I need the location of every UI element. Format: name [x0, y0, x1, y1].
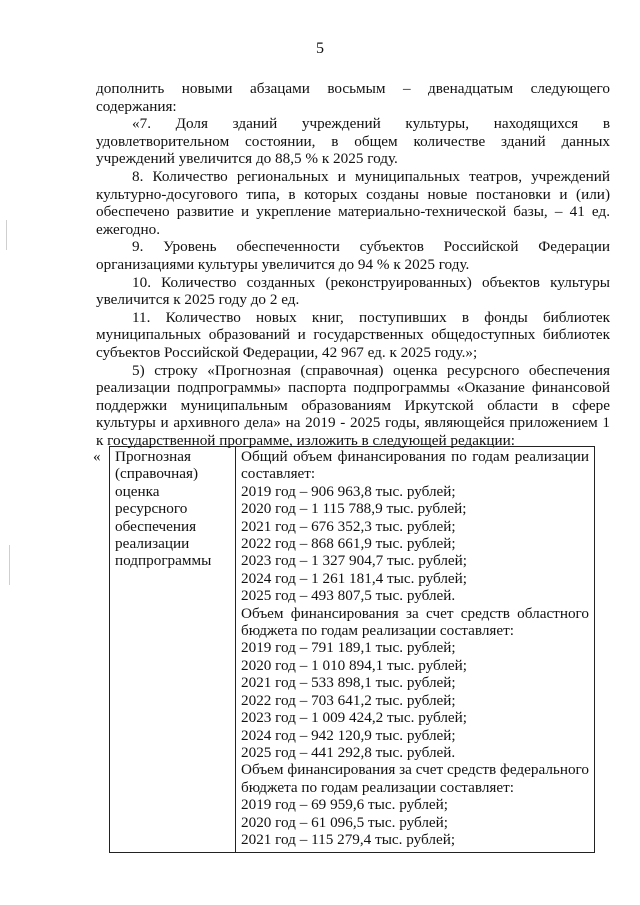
- label-line: оценка: [115, 482, 160, 500]
- financing-line: 2022 год – 868 661,9 тыс. рублей;: [241, 535, 456, 553]
- label-line: подпрограммы: [115, 552, 212, 570]
- opening-quote: «: [93, 448, 101, 465]
- financing-line: 2024 год – 1 261 181,4 тыс. рублей;: [241, 569, 468, 587]
- table-row: [110, 447, 595, 853]
- financing-line: 2025 год – 441 292,8 тыс. рублей.: [241, 743, 456, 761]
- paragraph-item-10: 10. Количество созданных (реконструированных) объектов культуры увеличится к 2025 году до 2 ед.: [96, 273, 610, 309]
- label-line: ресурсного: [115, 500, 188, 518]
- financing-line: 2020 год – 1 010 894,1 тыс. рублей;: [241, 656, 468, 674]
- financing-heading-total: Общий объем финансирования по годам реализации составляет:: [241, 448, 589, 483]
- financing-line: 2019 год – 906 963,8 тыс. рублей;: [241, 482, 456, 500]
- financing-line: 2022 год – 703 641,2 тыс. рублей;: [241, 691, 456, 709]
- paragraph-item-8: 8. Количество региональных и муниципальных театров, учреждений культурно-досугового типа, в которых созданы новые постановки и (или) обеспечено развитие и укрепление материально-технической базы, – 41 ед. ежегодно.: [96, 167, 610, 238]
- financing-line: 2021 год – 115 279,4 тыс. рублей;: [241, 830, 456, 848]
- financing-line: 2019 год – 791 189,1 тыс. рублей;: [241, 639, 456, 657]
- paragraph-item-9: 9. Уровень обеспеченности субъектов Российской Федерации организациями культуры увеличится до 94 % к 2025 году.: [96, 238, 610, 273]
- label-line: (справочная): [115, 465, 199, 483]
- financing-line: 2020 год – 61 096,5 тыс. рублей;: [241, 813, 449, 831]
- paragraph-item-5-row: 5) строку «Прогнозная (справочная) оценка ресурсного обеспечения реализации подпрограммы» паспорта подпрограммы «Оказание финансовой поддержки муниципальным образованиям Иркутской области в сфере культуры и архивного дела» на 2019 - 2025 годы, являющейся приложением 1 к государственной программе, изложить в следующей редакции:: [96, 361, 610, 449]
- paragraph-amendment-intro: дополнить новыми абзацами восьмым – двенадцатым следующего содержания:: [96, 80, 610, 115]
- label-line: обеспечения: [115, 517, 197, 535]
- financing-line: 2024 год – 942 120,9 тыс. рублей;: [241, 726, 456, 744]
- financing-line: 2021 год – 533 898,1 тыс. рублей;: [241, 674, 456, 692]
- financing-heading-regional: Объем финансирования за счет средств областного бюджета по годам реализации составляет:: [241, 604, 589, 640]
- label-line: реализации: [115, 535, 190, 553]
- financing-line: 2023 год – 1 327 904,7 тыс. рублей;: [241, 552, 468, 570]
- resource-support-table: [109, 446, 595, 853]
- row-label-cell: [110, 447, 236, 853]
- scan-artifact: [6, 220, 7, 250]
- financing-content-cell: [236, 447, 595, 853]
- financing-line: 2021 год – 676 352,3 тыс. рублей;: [241, 517, 456, 535]
- page-number: 5: [316, 40, 324, 57]
- label-line: Прогнозная: [115, 448, 191, 465]
- paragraph-item-7: «7. Доля зданий учреждений культуры, находящихся в удовлетворительном состоянии, в общем количестве зданий данных учреждений увеличится до 88,5 % к 2025 году.: [96, 115, 610, 168]
- financing-line: 2019 год – 69 959,6 тыс. рублей;: [241, 796, 449, 814]
- document-body: [96, 80, 610, 449]
- financing-line: 2025 год – 493 807,5 тыс. рублей.: [241, 587, 456, 605]
- financing-heading-federal: Объем финансирования за счет средств федерального бюджета по годам реализации составляет:: [241, 761, 589, 796]
- paragraph-item-11: 11. Количество новых книг, поступивших в фонды библиотек муниципальных образований и государственных общедоступных библиотек субъектов Российской Федерации, 42 967 ед. к 2025 году.»;: [96, 308, 610, 361]
- scan-artifact: [9, 545, 10, 585]
- financing-line: 2023 год – 1 009 424,2 тыс. рублей;: [241, 709, 468, 727]
- financing-line: 2020 год – 1 115 788,9 тыс. рублей;: [241, 500, 467, 518]
